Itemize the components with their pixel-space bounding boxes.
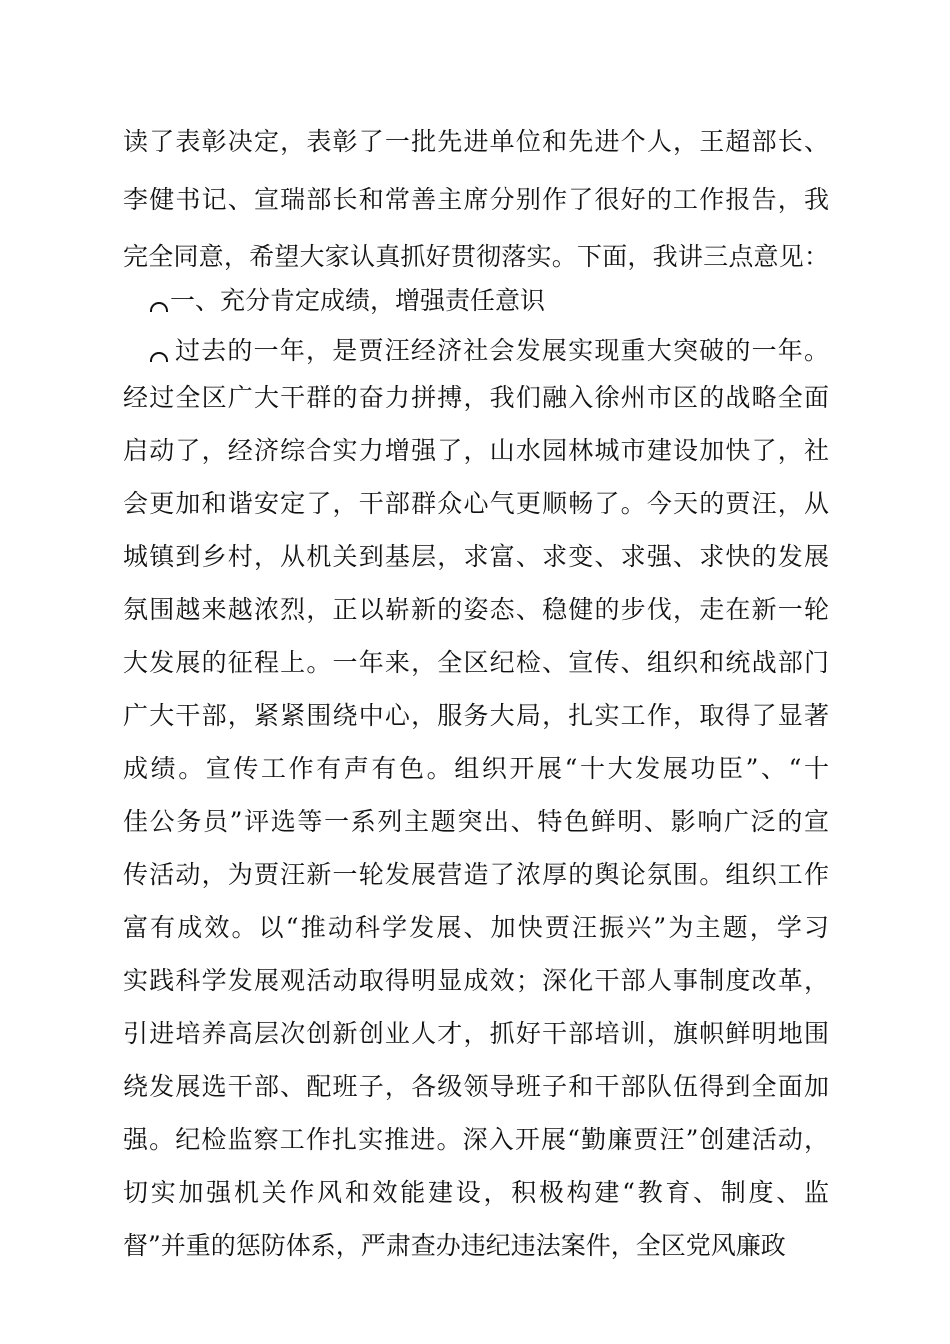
text-line: 城镇到乡村，从机关到基层，求富、求变、求强、求快的发展 (123, 542, 829, 571)
paragraph-mark-icon (150, 302, 168, 312)
paragraph-mark-icon (150, 352, 168, 362)
text-line: 实践科学发展观活动取得明显成效；深化干部人事制度改革， (123, 966, 829, 995)
text-line: 传活动，为贾汪新一轮发展营造了浓厚的舆论氛围。组织工作 (123, 860, 829, 889)
text-line: 大发展的征程上。一年来，全区纪检、宣传、组织和统战部门 (123, 648, 829, 677)
text-line: 佳公务员”评选等一系列主题突出、特色鲜明、影响广泛的宣 (123, 807, 829, 836)
text-line: 会更加和谐安定了，干部群众心气更顺畅了。今天的贾汪，从 (123, 489, 829, 518)
text-line: 启动了，经济综合实力增强了，山水园林城市建设加快了，社 (123, 436, 829, 465)
text-line: 李健书记、宣瑞部长和常善主席分别作了很好的工作报告，我 (123, 185, 829, 214)
text-line: 完全同意，希望大家认真抓好贯彻落实。下面，我讲三点意见： (123, 242, 829, 271)
text-line: 读了表彰决定，表彰了一批先进单位和先进个人，王超部长、 (123, 127, 829, 156)
text-line: 成绩。宣传工作有声有色。组织开展“十大发展功臣”、“十 (123, 754, 829, 783)
section-heading: 一、充分肯定成绩，增强责任意识 (170, 286, 546, 315)
text-line: 引进培养高层次创新创业人才，抓好干部培训，旗帜鲜明地围 (123, 1019, 829, 1048)
text-line: 过去的一年，是贾汪经济社会发展实现重大突破的一年。 (175, 336, 829, 365)
text-line: 富有成效。以“推动科学发展、加快贾汪振兴”为主题，学习 (123, 913, 829, 942)
text-line: 强。纪检监察工作扎实推进。深入开展“勤廉贾汪”创建活动， (123, 1125, 829, 1154)
text-line: 切实加强机关作风和效能建设，积极构建“教育、制度、监 (123, 1178, 829, 1207)
text-line: 广大干部，紧紧围绕中心，服务大局，扎实工作，取得了显著 (123, 701, 829, 730)
text-line: 经过全区广大干群的奋力拼搏，我们融入徐州市区的战略全面 (123, 383, 829, 412)
text-line: 氛围越来越浓烈，正以崭新的姿态、稳健的步伐，走在新一轮 (123, 595, 829, 624)
text-line: 绕发展选干部、配班子，各级领导班子和干部队伍得到全面加 (123, 1072, 829, 1101)
text-line: 督”并重的惩防体系，严肃查办违纪违法案件，全区党风廉政 (123, 1231, 786, 1260)
